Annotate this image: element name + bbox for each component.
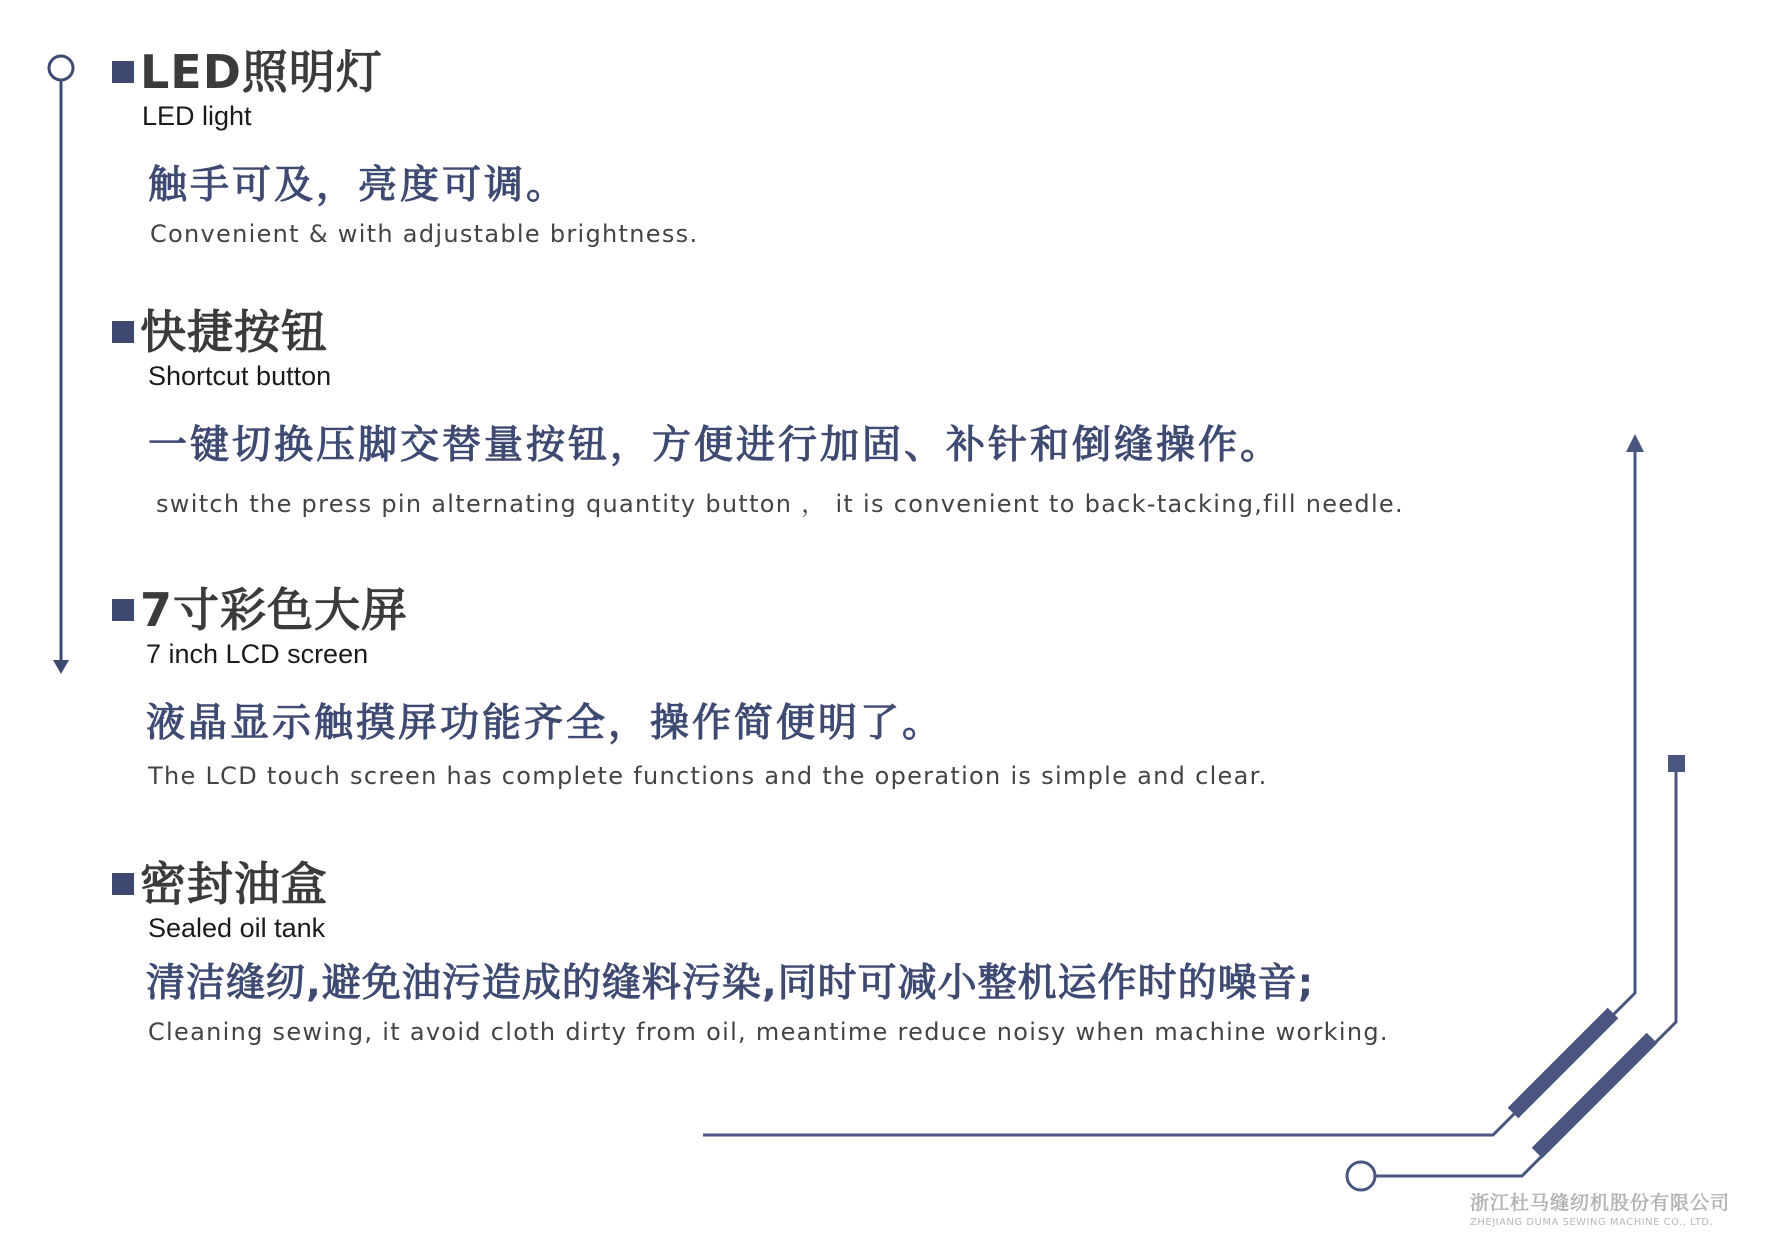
section-description-cn: 一键切换压脚交替量按钮，方便进行加固、补针和倒缝操作。 (148, 423, 1283, 468)
left-vertical-arrow-line (49, 56, 73, 674)
section-heading (112, 304, 1404, 360)
section-title-en: LED light (142, 101, 252, 131)
section-title-en: Shortcut button (148, 361, 332, 391)
section-description-cn: 触手可及，亮度可调。 (148, 163, 569, 208)
feature-section-shortcut-button (112, 304, 1404, 519)
section-heading (112, 44, 698, 100)
section-description-en: The LCD touch screen has complete functions and the operation is simple and clear. (148, 762, 1268, 790)
company-logo (1470, 1188, 1750, 1228)
feature-section-sealed-oil-tank (112, 856, 1389, 1046)
square-bullet-icon (112, 321, 134, 343)
section-title-en: Sealed oil tank (148, 913, 326, 943)
section-heading (112, 582, 1268, 638)
section-heading (112, 856, 1389, 912)
section-description-en: Convenient & with adjustable brightness. (150, 220, 699, 248)
square-bullet-icon (112, 61, 134, 83)
section-title-cn: 快捷按钮 (140, 305, 328, 359)
company-name-en: ZHEJIANG DUMA SEWING MACHINE CO., LTD. (1470, 1217, 1714, 1228)
square-bullet-icon (112, 873, 134, 895)
company-name-cn: 浙江杜马缝纫机股份有限公司 (1470, 1192, 1731, 1214)
feature-section-lcd-screen (112, 582, 1268, 790)
section-title-en: 7 inch LCD screen (146, 639, 369, 669)
section-title-cn: 7寸彩色大屏 (140, 583, 409, 637)
section-description-cn: 清洁缝纫,避免油污造成的缝料污染,同时可减小整机运作时的噪音; (146, 961, 1315, 1006)
right-circuit-lines (703, 434, 1685, 1190)
section-title-cn: LED照明灯 (140, 45, 383, 99)
feature-section-led-light (112, 44, 698, 248)
section-description-en: switch the press pin alternating quantity button ， it is convenient to back-tacking,fill needle. (156, 490, 1404, 518)
section-description-en: Cleaning sewing, it avoid cloth dirty from oil, meantime reduce noisy when machine working. (148, 1018, 1389, 1046)
section-description-cn: 液晶显示触摸屏功能齐全，操作简便明了。 (146, 701, 945, 746)
section-title-cn: 密封油盒 (140, 857, 328, 911)
square-bullet-icon (112, 599, 134, 621)
